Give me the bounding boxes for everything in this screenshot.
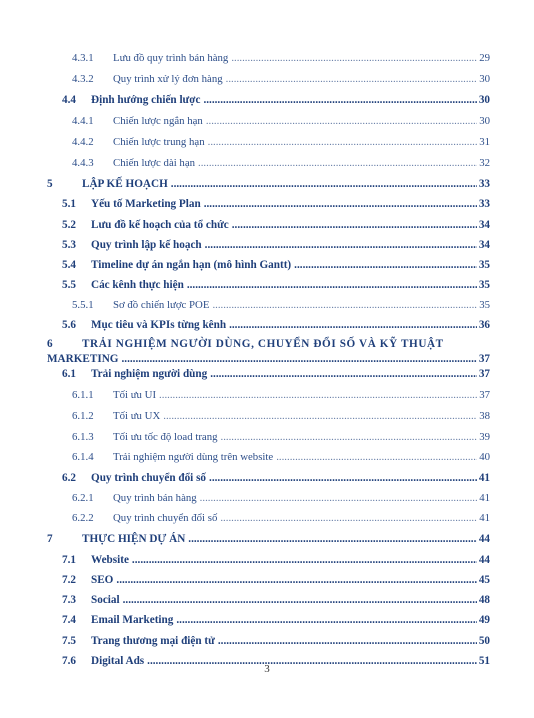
toc-entry-number: 7.5: [62, 635, 76, 647]
toc-entry-page: 41: [479, 512, 490, 524]
toc-entry-title: LẬP KẾ HOẠCH: [82, 178, 168, 190]
toc-entry[interactable]: [72, 73, 490, 85]
toc-entry-title: Lưu đồ quy trình bán hàng: [113, 52, 229, 64]
dot-leader: [163, 410, 477, 422]
toc-entry[interactable]: [62, 472, 490, 484]
toc-entry-page: 37: [478, 368, 490, 380]
dot-leader: [198, 157, 477, 169]
dot-leader: [232, 219, 477, 231]
toc-entry[interactable]: [62, 554, 490, 566]
dot-leader: [188, 533, 477, 545]
toc-entry-number: 6.2: [62, 472, 76, 484]
toc-entry[interactable]: [72, 389, 490, 401]
toc-entry[interactable]: [72, 410, 490, 422]
toc-entry-number: 6.1.3: [72, 431, 94, 443]
toc-entry[interactable]: [62, 239, 490, 251]
toc-entry-number: 6.2.1: [72, 492, 94, 504]
toc-entry-title: Timeline dự án ngắn hạn (mô hình Gantt): [91, 259, 292, 271]
toc-entry-page: 45: [478, 574, 490, 586]
dot-leader: [231, 52, 477, 64]
toc-entry[interactable]: [72, 492, 490, 504]
toc-entry-page: 36: [478, 319, 490, 331]
toc-entry[interactable]: [62, 319, 490, 331]
dot-leader: [121, 353, 476, 365]
toc-entry-page: 48: [478, 594, 490, 606]
toc-entry-page: 34: [478, 219, 490, 231]
toc-entry-page: 35: [479, 299, 490, 311]
toc-entry[interactable]: [72, 115, 490, 127]
toc-entry-number: 4.4.3: [72, 157, 94, 169]
toc-entry-continuation[interactable]: [47, 353, 490, 365]
toc-entry[interactable]: [62, 368, 490, 380]
toc-entry-title: Email Marketing: [91, 614, 174, 626]
toc-entry-page: 37: [479, 389, 490, 401]
toc-entry-number: 7.1: [62, 554, 76, 566]
toc-entry-page: 41: [479, 492, 490, 504]
toc-entry-title: Lưu đồ kế hoạch của tổ chức: [91, 219, 229, 231]
toc-entry-title: Website: [91, 554, 129, 566]
toc-entry-number: 7: [47, 533, 53, 545]
toc-entry-page: 51: [478, 655, 490, 667]
dot-leader: [210, 368, 477, 380]
dot-leader: [176, 614, 476, 626]
toc-entry[interactable]: [72, 157, 490, 169]
toc-entry-number: 6.1: [62, 368, 76, 380]
toc-entry-title: Trải nghiệm người dùng trên website: [113, 451, 274, 463]
dot-leader: [200, 492, 478, 504]
toc-entry-page: 33: [478, 178, 490, 190]
dot-leader: [171, 178, 477, 190]
toc-entry-number: 7.2: [62, 574, 76, 586]
toc-entry-page: 40: [479, 451, 490, 463]
toc-entry-title: TRẢI NGHIỆM NGƯỜI DÙNG, CHUYỂN ĐỔI SỐ VÀ KỸ THUẬT: [82, 338, 444, 350]
toc-entry-number: 4.3.2: [72, 73, 94, 85]
toc-entry-page: 49: [478, 614, 490, 626]
toc-entry-title: Quy trình bán hàng: [113, 492, 197, 504]
toc-entry[interactable]: [47, 178, 490, 190]
dot-leader: [132, 554, 477, 566]
toc-entry-number: 6.2.2: [72, 512, 94, 524]
toc-entry-page: 32: [479, 157, 490, 169]
toc-entry-title: Quy trình xử lý đơn hàng: [113, 73, 223, 85]
toc-entry[interactable]: [62, 94, 490, 106]
toc-entry-number: 5.4: [62, 259, 76, 271]
toc-entry-number: 7.4: [62, 614, 76, 626]
toc-entry-number: 7.6: [62, 655, 76, 667]
toc-entry-number: 4.4.1: [72, 115, 94, 127]
toc-entry-number: 7.3: [62, 594, 76, 606]
toc-entry-page: 38: [479, 410, 490, 422]
dot-leader: [208, 136, 478, 148]
toc-entry[interactable]: [72, 136, 490, 148]
toc-entry[interactable]: [62, 198, 490, 210]
toc-entry-number: 5.2: [62, 219, 76, 231]
toc-entry[interactable]: [72, 299, 490, 311]
toc-entry-number: 5: [47, 178, 53, 190]
toc-entry-page: 50: [478, 635, 490, 647]
dot-leader: [221, 431, 478, 443]
toc-entry-page: 34: [478, 239, 490, 251]
toc-entry-number: 4.3.1: [72, 52, 94, 64]
toc-entry-title: Quy trình lập kế hoạch: [91, 239, 202, 251]
toc-entry-page: 35: [478, 259, 490, 271]
toc-entry-title: Tối ưu UX: [113, 410, 161, 422]
toc-entry-page: 31: [479, 136, 490, 148]
toc-entry[interactable]: [62, 574, 490, 586]
toc-entry-page: 44: [478, 554, 490, 566]
dot-leader: [212, 299, 477, 311]
dot-leader: [294, 259, 477, 271]
toc-entry-number: 4.4.2: [72, 136, 94, 148]
toc-entry[interactable]: [72, 512, 490, 524]
dot-leader: [123, 594, 477, 606]
toc-entry-title: Social: [91, 594, 120, 606]
toc-entry-page: 44: [478, 533, 490, 545]
toc-entry-number: 6: [47, 338, 53, 350]
toc-entry-title: Sơ đồ chiến lược POE: [113, 299, 210, 311]
toc-entry-number: 6.1.4: [72, 451, 94, 463]
toc-entry-page: 37: [478, 353, 490, 365]
toc-entry-title: Yếu tố Marketing Plan: [91, 198, 201, 210]
page-number: 3: [264, 663, 270, 675]
toc-entry-title: Trang thương mại điện tử: [91, 635, 215, 647]
toc-entry-page: 30: [478, 94, 490, 106]
dot-leader: [206, 115, 477, 127]
toc-entry-title: Quy trình chuyển đổi số: [91, 472, 207, 484]
toc-entry-title: Trải nghiệm người dùng: [91, 368, 208, 380]
toc-entry-title: Các kênh thực hiện: [91, 279, 184, 291]
dot-leader: [116, 574, 476, 586]
toc-entry-number: 5.1: [62, 198, 76, 210]
dot-leader: [218, 635, 477, 647]
toc-entry-number: 5.6: [62, 319, 76, 331]
dot-leader: [276, 451, 477, 463]
dot-leader: [209, 472, 477, 484]
toc-entry-title: Tối ưu UI: [113, 389, 157, 401]
dot-leader: [229, 319, 477, 331]
dot-leader: [226, 73, 478, 85]
toc-entry-title: Quy trình chuyển đổi số: [113, 512, 218, 524]
toc-entry[interactable]: [72, 431, 490, 443]
toc-entry[interactable]: [62, 259, 490, 271]
toc-entry[interactable]: [62, 279, 490, 291]
toc-entry[interactable]: [62, 614, 490, 626]
toc-entry[interactable]: [62, 635, 490, 647]
toc-entry-title: THỰC HIỆN DỰ ÁN: [82, 533, 186, 545]
toc-entry-page: 35: [478, 279, 490, 291]
toc-entry-title: Tối ưu tốc độ load trang: [113, 431, 218, 443]
toc-entry-page: 30: [479, 73, 490, 85]
toc-entry[interactable]: [72, 52, 490, 64]
toc-entry-title: Chiến lược trung hạn: [113, 136, 205, 148]
toc-entry-number: 4.4: [62, 94, 76, 106]
toc-entry[interactable]: [47, 338, 446, 350]
toc-entry-number: 5.3: [62, 239, 76, 251]
toc-entry-number: 5.5: [62, 279, 76, 291]
dot-leader: [187, 279, 477, 291]
toc-entry-title: SEO: [91, 574, 114, 586]
toc-entry[interactable]: [62, 594, 490, 606]
toc-entry[interactable]: [72, 451, 490, 463]
toc-entry-title-continuation: MARKETING: [47, 353, 119, 365]
toc-entry-page: 39: [479, 431, 490, 443]
toc-entry-page: 30: [479, 115, 490, 127]
toc-entry-title: Chiến lược dài hạn: [113, 157, 196, 169]
toc-entry-number: 6.1.2: [72, 410, 94, 422]
toc-entry[interactable]: [47, 533, 490, 545]
dot-leader: [203, 94, 476, 106]
dot-leader: [205, 239, 477, 251]
dot-leader: [204, 198, 477, 210]
toc-entry[interactable]: [62, 219, 490, 231]
dot-leader: [220, 512, 477, 524]
dot-leader: [159, 389, 477, 401]
toc-entry-title: Định hướng chiến lược: [91, 94, 201, 106]
toc-entry-title: Digital Ads: [91, 655, 145, 667]
toc-entry-number: 6.1.1: [72, 389, 94, 401]
toc-entry-page: 41: [478, 472, 490, 484]
toc-entry-title: Mục tiêu và KPIs từng kênh: [91, 319, 227, 331]
toc-entry-title: Chiến lược ngắn hạn: [113, 115, 203, 127]
toc-entry-number: 5.5.1: [72, 299, 94, 311]
toc-entry-page: 33: [478, 198, 490, 210]
toc-entry-page: 29: [479, 52, 490, 64]
